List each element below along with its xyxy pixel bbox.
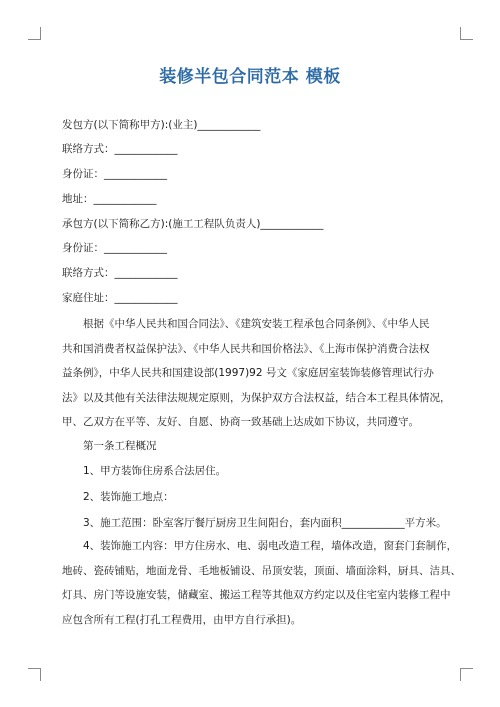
party-b-header: 承包方(以下简称乙方):(施工工程队负责人)____________ <box>62 218 324 230</box>
article-1-item-4 <box>62 534 461 632</box>
party-a-header: 发包方(以下简称甲方):(业主)____________ <box>62 119 261 131</box>
preamble-line: 法》以及其他有关法律法规规定原则，为保护双方合法权益，结合本工程具体情况， <box>62 391 451 404</box>
preamble-line: 甲、乙双方在平等、友好、自愿、协商一致基础上达成如下协议，共同遵守。 <box>62 416 419 429</box>
party-a-address: 地址：____________ <box>62 193 157 205</box>
article-1-item-1: 1、甲方装饰住房系合法居住。 <box>83 465 227 477</box>
preamble-line: 共和国消费者权益保护法》、《中华人民共和国价格法》、《上海市保护消费合法权 <box>62 342 430 355</box>
document-title: 装修半包合同范本 模板 <box>159 67 341 87</box>
party-a-contact: 联络方式：____________ <box>62 143 178 155</box>
item-4-line: 地砖、瓷砖铺贴，地面龙骨、毛地板铺设、吊顶安装，顶面、墙面涂料，厨具、洁具、 <box>62 564 461 577</box>
party-b-home-address: 家庭住址：____________ <box>62 292 178 304</box>
preamble-line: 益条例》，中华人民共和国建设部(1997)92 号文《家庭居室装饰装修管理试行办 <box>62 367 434 380</box>
item-4-line: 灯具、房门等设施安装，储藏室、搬运工程等其他双方约定以及住宅室内装修工程中 <box>62 589 451 602</box>
article-1-item-2: 2、装饰施工地点： <box>83 491 174 503</box>
page-corner-mark-top-right <box>460 27 473 40</box>
article-1-heading: 第一条工程概况 <box>83 440 157 452</box>
item-4-line: 应包含所有工程(打孔工程费用，由甲方自行承担)。 <box>62 613 302 626</box>
item-4-line: 4、装饰施工内容：甲方住房水、电、弱电改造工程，墙体改造，窗套门套制作， <box>83 540 458 552</box>
party-a-id: 身份证：____________ <box>62 168 167 180</box>
article-1-item-3: 3、施工范围：卧室客厅餐厅厨房卫生间阳台，套内面积____________平方米。 <box>83 517 447 529</box>
preamble-line: 根据《中华人民共和国合同法》、《建筑安装工程承包合同条例》、《中华人民 <box>83 318 430 330</box>
party-b-id: 身份证：____________ <box>62 242 167 254</box>
page-corner-mark-top-left <box>28 27 41 40</box>
party-b-contact: 联络方式：____________ <box>62 267 178 279</box>
preamble-paragraph <box>62 312 451 435</box>
page-corner-mark-bottom-right <box>460 668 473 681</box>
page-corner-mark-bottom-left <box>28 668 41 681</box>
